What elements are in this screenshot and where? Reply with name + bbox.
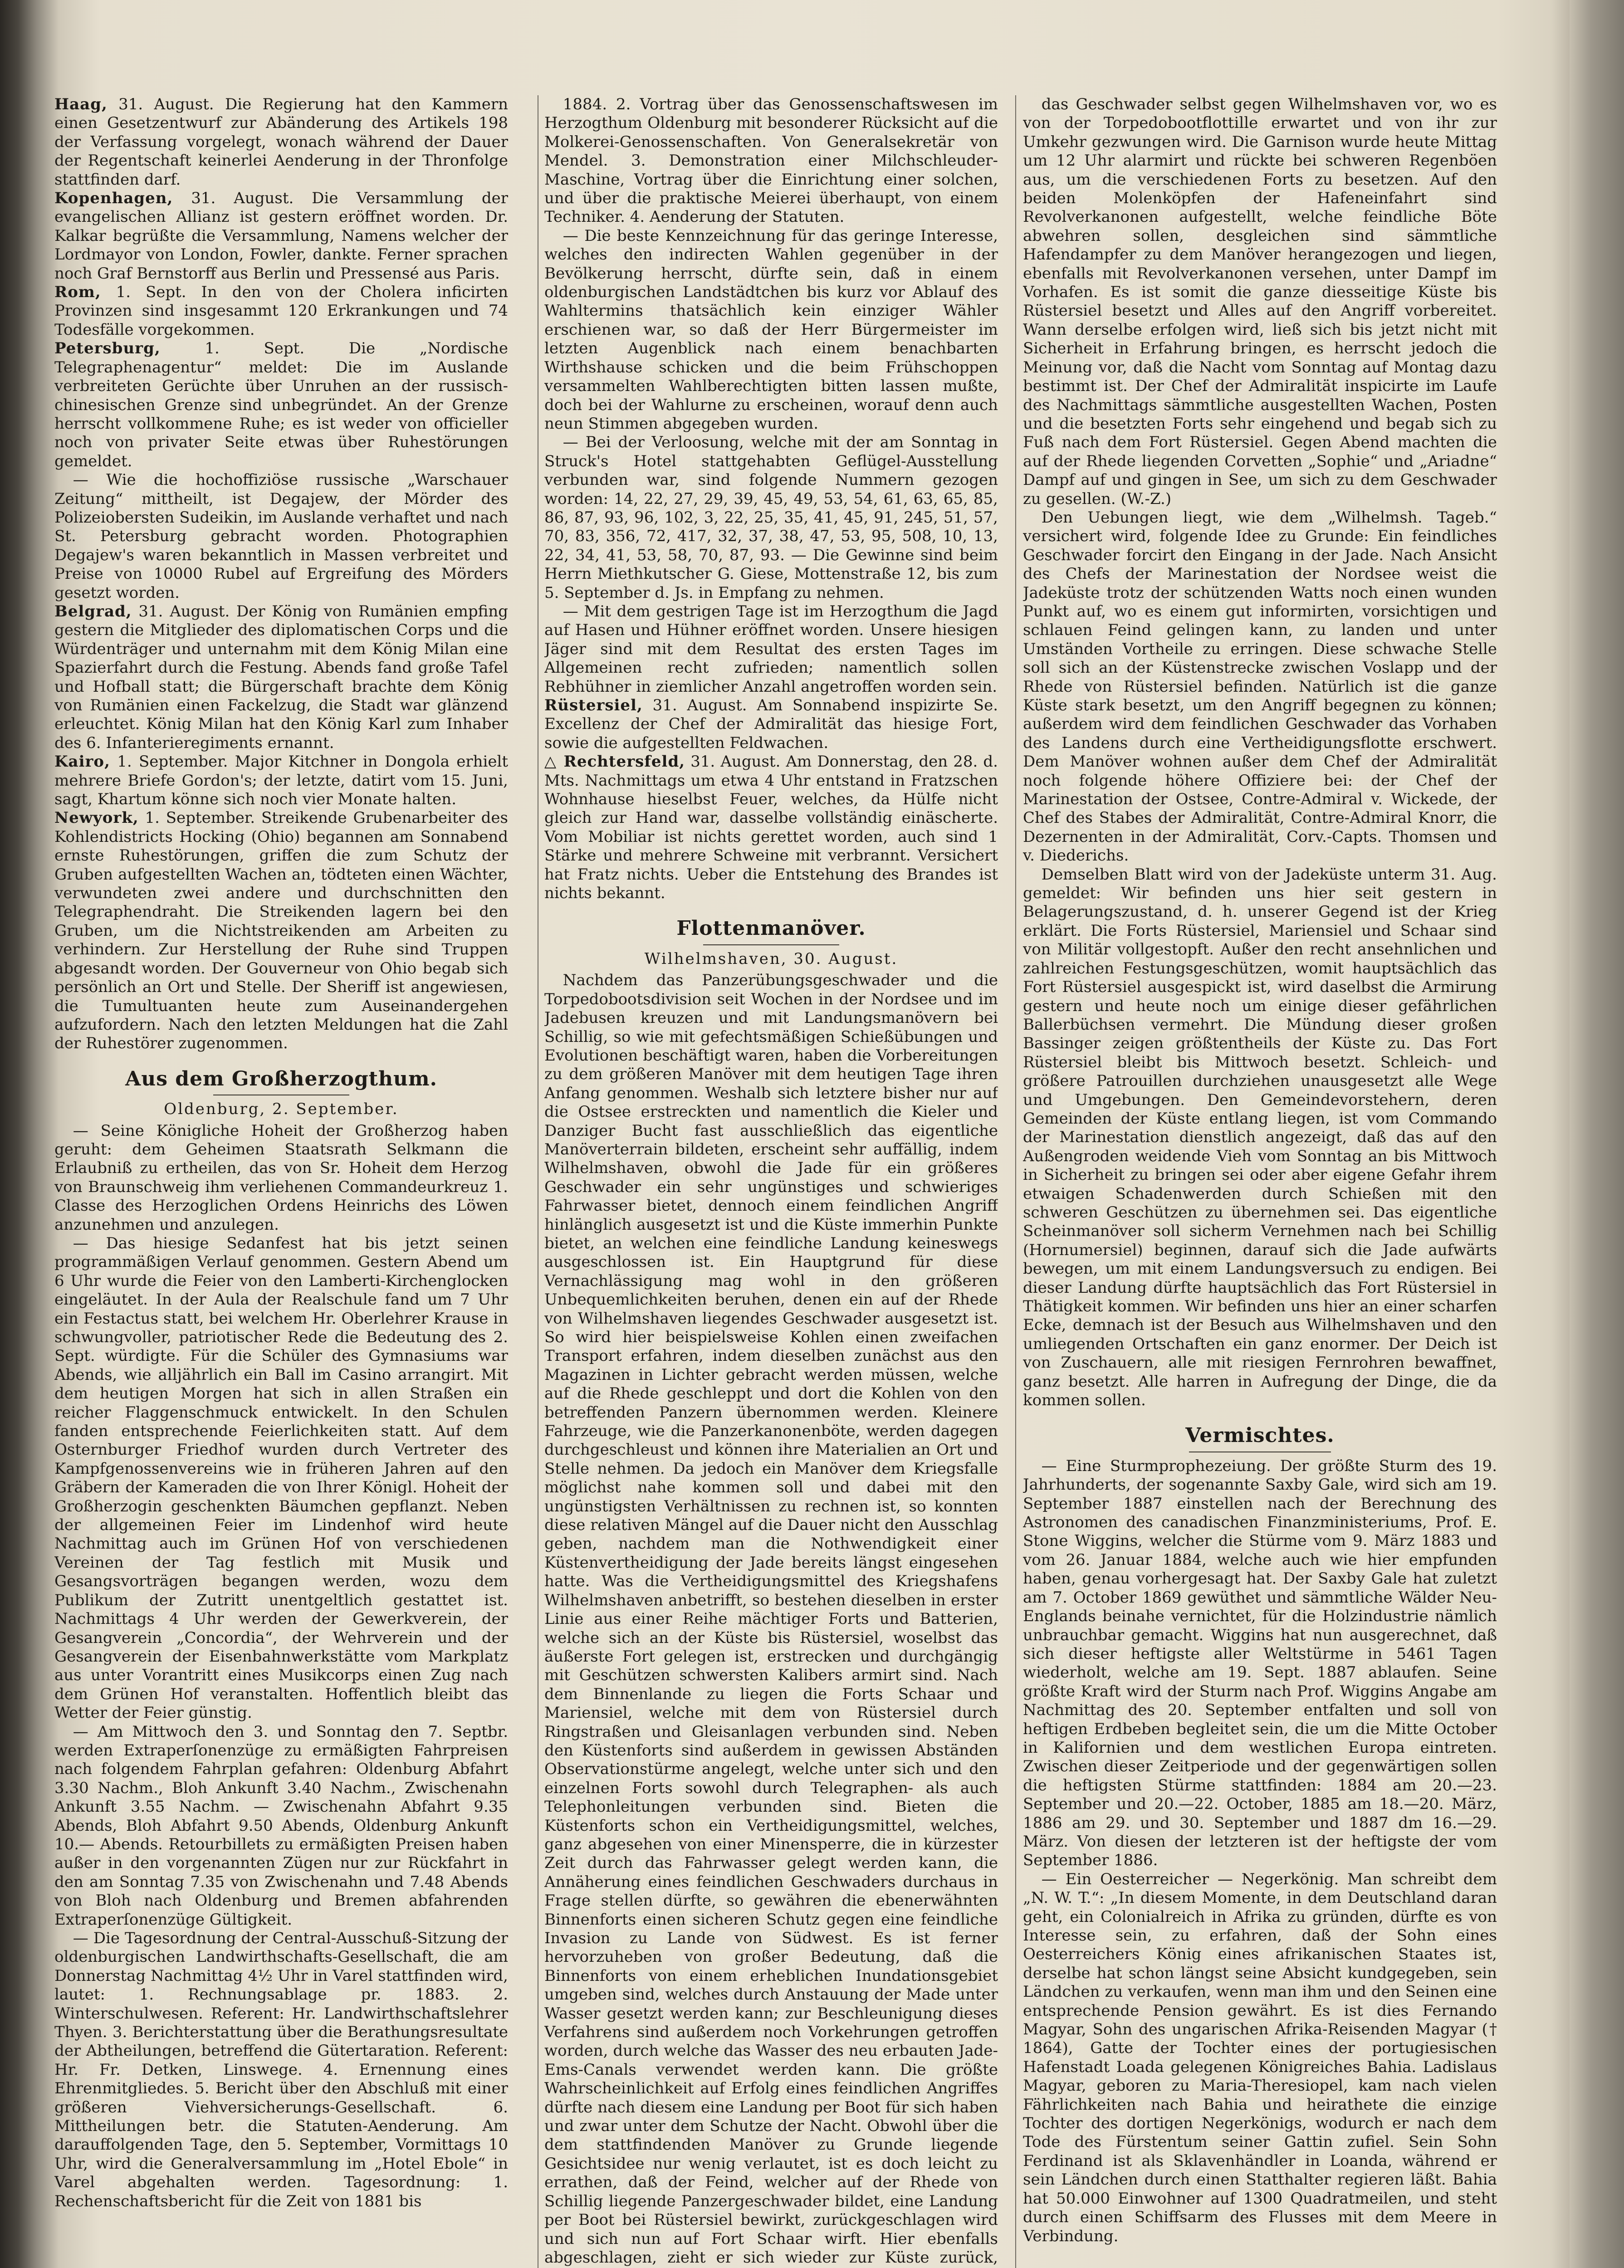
article-text: Demselben Blatt wird von der Jadeküste unterm 31. Aug. gemeldet: Wir befinden uns hier seit gestern in Belagerungszustand, d. h. unserer Gegend ist der Krieg erklärt. Die Forts Rüstersiel, Mariensiel und Schaar sind von Militär vollgestopft. Außer den recht ansehnlichen und zahlreichen Festungsgeschützen, womit hauptsächlich das Fort Rüstersiel ausgespickt ist, wird daselbst die Armirung gestern und heute noch um einige dieser gefährlichen Ballerbüchsen vermehrt. Die Mündung dieser großen Bassinger zeigen größtentheils der Küste zu. Das Fort Rüstersiel bleibt bis Mittwoch besetzt. Schleich- und größere Patrouillen durchziehen unausgesetzt alle Wege und Umgebungen. Den Gemeindevorstehern, deren Gemeinden der Küste entlang liegen, ist vom Commando der Marinestation dienstlich angezeigt, daß das auf den Außengroden weidende Vieh vom Sonntag an bis Mittwoch in Sicherheit zu bringen sei oder aber eigene Gefahr ihrem etwaigen Schadenwerden durch Schießen mit den schweren Geschützen zu übernehmen sei. Das eigentliche Scheinmanöver soll sicherm Vernehmen nach bei Schillig (Hornumersiel) beginnen, darauf sich die Jade aufwärts bewegen, um mit einem Landungsversuch zu endigen. Bei dieser Landung dürfte hauptsächlich das Fort Rüstersiel in Thätigkeit kommen. Wir befinden uns hier an einer scharfen Ecke, demnach ist der Besuch aus Wilhelmshaven und den umliegenden Ortschaften ein ganz enormer. Der Deich ist von Zuschauern, alle mit riesigen Fernrohren bewaffnet, ganz besetzt. Alle harren in Aufregung der Dinge, die da kommen sollen. — [1023, 865, 1497, 1410]
article-dateline: Kairo, — [54, 753, 110, 771]
article-text: 1. Sept. Die „Nordische Telegraphenagentur“ meldet: Die im Auslande verbreiteten Gerüchte über Unruhen an der russisch-chinesischen Grenze sind unbegründet. An der Grenze herrscht vollkommene Ruhe; es ist weder von officieller noch von privater Seite etwas über Ruhestörungen gemeldet. — [54, 339, 508, 470]
article-text: — Wie die hochoffiziöse russische „Warschauer Zeitung“ mittheilt, ist Degajew, der Mörder des Polizeiobersten Sudeikin, im Auslande verhaftet und nach St. Petersburg gebracht worden. Photographien Degajew's waren bekanntlich in Massen verbreitet und Preise von 10000 Rubel auf Ergreifung des Mörders gesetzt worden. — [54, 471, 508, 602]
article-text: 31. August. Am Donnerstag, den 28. d. Mts. Nachmittags um etwa 4 Uhr entstand in Fratzschen Wohnhause hieselbst Feuer, welches, da Hülfe nicht gleich zur Hand war, dasselbe vollständig einäscherte. Vom Mobiliar ist nichts gerettet worden, auch sind 1 Stärke und mehrere Schweine mit verbrannt. Versichert hat Fratz nichts. Ueber die Entstehung des Brandes ist nichts bekannt. — [544, 753, 998, 903]
section-heading: Aus dem Großherzogthum. — [125, 1067, 437, 1090]
article-text: 31. August. Die Regierung hat den Kammern einen Gesetzentwurf zur Abänderung des Artikels 198 der Verfassung vorgelegt, wonach während der Dauer der Regentschaft keinerlei Aenderung in der Thronfolge stattfinden darf. — [54, 95, 508, 189]
article-text: — Eine Sturmprophezeiung. Der größte Sturm des 19. Jahrhunderts, der sogenannte Saxby Gale, wird sich am 19. September 1887 einstellen nach der Berechnung des Astronomen des canadischen Finanzministeriums, Prof. E. Stone Wiggins, welcher die Stürme vom 9. März 1883 und vom 26. Januar 1884, welche auch wie hier empfunden haben, genau vorhergesagt hat. Der Saxby Gale hat zuletzt am 7. October 1869 gewüthet und sämmtliche Wälder Neu-Englands beinahe vernichtet, für die Holzindustrie nämlich unbrauchbar gemacht. Wiggins hat nun ausgerechnet, daß sich dieser heftigste aller Weltstürme in 5461 Tagen wiederholt, welche am 19. Sept. 1887 ablaufen. Seine größte Kraft wird der Sturm nach Prof. Wiggins Angabe am Nachmittag des 20. September entfalten und soll von heftigen Erdbeben begleitet sein, die um die Mitte October in Kalifornien und dem westlichen Europa eintreten. Zwischen dieser Zeitperiode und der gegenwärtigen sollen die heftigsten Stürme stattfinden: 1884 am 20.—23. September und 20.—22. October, 1885 am 18.—20. März, 1886 am 29. und 30. September und 1887 dm 16.—29. März. Von diesen der letzteren ist der heftigste der vom September 1886. — [1023, 1457, 1497, 1870]
article-paragraph — [544, 95, 998, 227]
article-paragraph — [54, 471, 508, 602]
article-paragraph — [54, 809, 508, 1053]
article-text: — Die Tagesordnung der Central-Ausschuß-Sitzung der oldenburgischen Landwirthschafts-Gesellschaft, die am Donnerstag Nachmittag 4½ Uhr in Varel stattfinden wird, lautet: 1. Rechnungsablage pr. 1883. 2. Winterschulwesen. Referent: Hr. Landwirthschaftslehrer Thyen. 3. Berichterstattung über die Berathungsresultate der Abtheilungen, betreffend die Gütertaration. Referent: Hr. Fr. Detken, Linswege. 4. Ernennung eines Ehrenmitgliedes. 5. Bericht über den Abschluß mit einer größeren Viehversicherungs-Gesellschaft. 6. Mittheilungen betr. die Statuten-Aenderung. Am darauffolgenden Tage, den 5. September, Vormittags 10 Uhr, wird die Generalversammlung im „Hotel Ebole“ in Varel abgehalten werden. Tagesordnung: 1. Rechenschaftsbericht für die Zeit von 1881 bis — [54, 1929, 508, 2210]
article-paragraph — [1023, 1457, 1497, 1870]
article-dateline: Kopenhagen, — [54, 189, 173, 208]
article-text: 1. Sept. In den von der Cholera inficirten Provinzen sind insgesammt 120 Erkrankungen und 74 Todesfälle vorgekommen. — [54, 283, 508, 339]
article-paragraph — [544, 696, 998, 753]
article-text: Den Uebungen liegt, wie dem „Wilhelmsh. Tageb.“ versichert wird, folgende Idee zu Grunde: Ein feindliches Geschwader forcirt den Eingang in der Jade. Nach Ansicht des Chefs der Marinestation der Nordsee weist die Jadeküste trotz der schützenden Watts noch einen wunden Punkt auf, wo es einem gut informirten, vorsichtigen und schlauen Feind gelingen kann, zu landen und unter Umständen Vortheile zu erringen. Diese schwache Stelle soll sich an der Küstenstrecke zwischen Voslapp und der Rhede von Rüstersiel befinden. Natürlich ist die ganze Küste stark besetzt, um den Angriff begegnen zu können; außerdem wird dem feindlichen Geschwader das Vorhaben des Landens durch eine Vertheidigungsflotte erschwert. Dem Manöver wohnen außer dem Chef der Admiralität noch folgende höhere Offiziere bei: der Chef der Marinestation der Ostsee, Contre-Admiral v. Wickede, der Chef des Stabes der Admiralität, Contre-Admiral Knorr, die Dezernenten in der Admiralität, Corv.-Capts. Thomsen und v. Diederichs. — [1023, 508, 1497, 865]
article-paragraph — [544, 602, 998, 696]
article-text: Nachdem das Panzerübungsgeschwader und die Torpedobootsdivision seit Wochen in der Nordsee und im Jadebusen kreuzen und mit Landungsmanövern bei Schillig, so wie mit gefechtsmäßigen Schießübungen und Evolutionen beschäftigt waren, haben die Vorbereitungen zu dem größeren Manöver mit dem heutigen Tage ihren Anfang genommen. Weshalb sich letztere bisher nur auf die Ostsee erstreckten und namentlich die Kieler und Danziger Bucht fast ausschließlich das eigentliche Manöverterrain bildeten, erscheint sehr auffällig, indem Wilhelmshaven, obwohl die Jade für ein größeres Geschwader ein sehr ungünstiges und schwieriges Fahrwasser bietet, dennoch einem feindlichen Angriff hinlänglich ausgesetzt ist und die Küste immerhin Punkte bietet, an welchen eine feindliche Landung keineswegs ausgeschlossen ist. Ein Hauptgrund für diese Vernachlässigung mag wohl in den größeren Unbequemlichkeiten beruhen, denen ein auf der Rhede von Wilhelmshaven liegendes Geschwader ausgesetzt ist. So wird hier beispielsweise Kohlen einen zweifachen Transport erfahren, indem dieselben zunächst aus den Magazinen in Lichter gebracht werden müssen, welche auf die Rhede geschleppt und dort die Kohlen von den betreffenden Panzern übernommen werden. Kleinere Fahrzeuge, wie die Panzerkanonenböte, werden dagegen durchgeschleust und können ihre Materialien an Ort und Stelle nehmen. Da jedoch ein Manöver dem Kriegsfalle möglichst nahe kommen soll und dabei mit den ungünstigsten Verhältnissen zu rechnen ist, so konnten diese relativen Mängel auf die Dauer nicht den Ausschlag geben, nachdem man die Nothwendigkeit einer Küstenvertheidigung der Jade bereits längst eingesehen hatte. Was die Vertheidigungsmittel des Kriegshafens Wilhelmshaven anbetrifft, so bestehen dieselben in erster Linie aus einer Reihe mächtiger Forts und Batterien, welche sich an der Küste bis Rüstersiel, woselbst das äußerste Fort gelegen ist, erstrecken und durchgängig mit Geschützen schwersten Kalibers armirt sind. Nach dem Binnenlande zu liegen die Forts Schaar und Mariensiel, welche mit dem von Rüstersiel durch Ringstraßen und Gleisanlagen verbunden sind. Neben den Küstenforts sind außerdem in gewissen Abständen Observationstürme angelegt, welche unter sich und den einzelnen Forts sowohl durch Telegraphen- als auch Telephonleitungen verbunden sind. Bieten die Küstenforts schon ein Vertheidigungsmittel, welches, ganz abgesehen von einer Minensperre, die in kürzester Zeit durch das Fahrwasser gelegt werden kann, die Annäherung eines feindlichen Geschwaders durchaus in Frage stellen dürfte, so gewähren die ebenerwähnten Binnenforts einen sicheren Schutz gegen eine feindliche Invasion zu Lande von Südwest. Es ist ferner hervorzuheben von großer Bedeutung, daß die Binnenforts von einem erheblichen Inundationsgebiet umgeben sind, welches durch Anstauung der Made unter Wasser gesetzt werden kann; zur Beschleunigung dieses Verfahrens sind außerdem noch Vorkehrungen getroffen worden, durch welche das Wasser des neu erbauten Jade-Ems-Canals verwendet werden kann. Die größte Wahrscheinlichkeit auf Erfolg eines feindlichen Angriffes dürfte nach diesem eine Landung per Boot für sich haben und zwar unter dem Schutze der Nacht. Obwohl über die dem stattfindenden Manöver zu Grunde liegende Gesichtsidee nur wenig verlautet, ist es doch leicht zu errathen, daß der Feind, welcher auf der Rhede von Schillig liegende Panzergeschwader bildet, eine Landung per Boot bei Rüstersiel bewirkt, zurückgeschlagen wird und sich nun auf Fort Schaar wirft. Hier ebenfalls abgeschlagen, zieht er sich wieder zur Küste zurück, — [544, 971, 998, 2267]
article-text: — Die beste Kennzeichnung für das geringe Interesse, welches den indirecten Wahlen gegenüber in der Bevölkerung herrscht, dürfte sein, daß in einem oldenburgischen Landstädtchen bis kurz vor Ablauf des Wahltermins thatsächlich kein einziger Wähler erschienen war, so daß der Herr Bürgermeister im letzten Augenblick nach einem benachbarten Wirthshause schicken und die beim Frühschoppen versammelten Wahlberechtigten bitten lassen mußte, doch bei der Wahlurne zu erscheinen, worauf denn auch neun Stimmen abgegeben wurden. — [544, 226, 998, 433]
article-paragraph — [54, 1723, 508, 1929]
article-paragraph — [54, 753, 508, 809]
article-paragraph — [1023, 95, 1497, 508]
article-paragraph — [54, 189, 508, 283]
article-text: das Geschwader selbst gegen Wilhelmshaven vor, wo es von der Torpedobootflottille erwartet und von ihr zur Umkehr gezwungen wird. Die Garnison wurde heute Mittag um 12 Uhr alarmirt und rückte bei schweren Regenböen aus, um die verschiedenen Forts zu besetzen. Auf den beiden Molenköpfen der Hafeneinfahrt sind Revolverkanonen aufgestellt, welche feindliche Böte abwehren sollen, desgleichen sind sämmtliche Hafendampfer zu dem Manöver herangezogen und liegen, ebenfalls mit Revolverkanonen versehen, unter Dampf im Vorhafen. Es ist somit die ganze diesseitige Küste bis Rüstersiel besetzt und Alles auf den Angriff vorbereitet. Wann derselbe erfolgen wird, ließ sich bis jetzt nicht mit Sicherheit in Erfahrung bringen, es herrscht jedoch die Meinung vor, daß die Nacht vom Sonntag auf Montag dazu bestimmt ist. Der Chef der Admiralität inspicirte im Laufe des Nachmittags sämmtliche ausgestellten Wachen, Posten und die besetzten Forts sehr eingehend und begab sich zu Fuß nach dem Fort Rüstersiel. Gegen Abend machten die auf der Rhede liegenden Corvetten „Sophie“ und „Ariadne“ Dampf auf und gingen in See, um sich zu dem Geschwader zu gesellen. (W.-Z.) — [1023, 95, 1497, 508]
article-paragraph — [544, 433, 998, 602]
article-paragraph — [1023, 1870, 1497, 2246]
article-text: 1884. 2. Vortrag über das Genossenschaftswesen im Herzogthum Oldenburg mit besonderer Rücksicht auf die Molkerei-Genossenschaften. Von Generalsekretär von Mendel. 3. Demonstration einer Milchschleuder-Maschine, Vortrag über die Einrichtung einer solchen, und über die praktische Meierei überhaupt, von einem Techniker. 4. Aenderung der Statuten. — [544, 95, 998, 226]
article-paragraph — [544, 753, 998, 903]
article-paragraph — [54, 1234, 508, 1723]
article-text: — Seine Königliche Hoheit der Großherzog haben geruht: dem Geheimen Staatsrath Selkmann die Erlaubniß zu ertheilen, das von Sr. Hoheit dem Herzog von Braunschweig ihm verliehenen Commandeurkreuz 1. Classe des Herzoglichen Ordens Heinrichs des Löwen anzunehmen und anzulegen. — [54, 1121, 508, 1234]
article-text: 1. September. Major Kitchner in Dongola erhielt mehrere Briefe Gordon's; der letzte, datirt vom 15. Juni, sagt, Khartum könne sich noch vier Monate halten. — [54, 753, 508, 809]
article-paragraph — [54, 339, 508, 471]
column-divider — [1015, 95, 1016, 2268]
article-paragraph — [544, 227, 998, 433]
article-paragraph — [54, 602, 508, 753]
article-paragraph — [54, 95, 508, 189]
article-paragraph — [54, 1929, 508, 2211]
article-dateline: Belgrad, — [54, 602, 132, 621]
column-2 — [544, 95, 998, 2268]
article-paragraph — [54, 1122, 508, 1234]
article-text: — Ein Oesterreicher — Negerkönig. Man schreibt dem „N. W. T.“: „In diesem Momente, in dem Deutschland daran geht, ein Colonialreich in Afrika zu gründen, dürfte es von Interesse sein, zu erfahren, daß der Sohn eines Oesterreichers König eines afrikanischen Staates ist, derselbe hat schon längst seine Absicht kundgegeben, sein Ländchen zu verkaufen, wenn man ihm und den Seinen eine entsprechende Pension gewährt. Es ist dies Fernando Magyar, Sohn des ungarischen Afrika-Reisenden Magyar († 1864), Gatte der Tochter eines der portugiesischen Hafenstadt Loada gelegenen Königreiches Bahia. Ladislaus Magyar, geboren zu Maria-Theresiopel, kam nach vielen Fährlichkeiten nach Bahia und heirathete die einzige Tochter des dortigen Negerkönigs, wodurch er nach dem Tode des Fürstentum seiner Gattin zufiel. Sein Sohn Ferdinand ist als Sklavenhändler in Loanda, während er sein Ländchen durch einen Statthalter regieren läßt. Bahia hat 50.000 Einwohner auf 1300 Quadratmeilen, und steht durch einen Schiffsarm des Flusses mit dem Meere in Verbindung. — [1023, 1870, 1497, 2245]
article-text: — Mit dem gestrigen Tage ist im Herzogthum die Jagd auf Hasen und Hühner eröffnet worden. Unsere hiesigen Jäger sind mit dem Resultat des ersten Tages im Allgemeinen recht zufrieden; namentlich sollen Rebhühner in ziemlicher Anzahl angetroffen worden sein. — [544, 602, 998, 696]
page-edge — [1570, 0, 1624, 2268]
article-paragraph — [1023, 865, 1497, 1410]
article-dateline: Newyork, — [54, 809, 139, 827]
dateline: Oldenburg, 2. September. — [164, 1100, 399, 1119]
column-3 — [1023, 95, 1497, 2268]
article-paragraph — [544, 971, 998, 2268]
article-text: — Das hiesige Sedanfest hat bis jetzt seinen programmäßigen Verlauf genommen. Gestern Abend um 6 Uhr wurde die Feier von den Lamberti-Kirchenglocken eingeläutet. In der Aula der Realschule fand um 7 Uhr ein Festactus statt, bei welchem Hr. Oberlehrer Krause in schwungvoller, patriotischer Rede die Bedeutung des 2. Sept. würdigte. Für die Schüler des Gymnasiums war Abends, wie alljährlich ein Ball im Casino arrangirt. Mit dem heutigen Morgen hat sich in allen Straßen ein reicher Flaggenschmuck entwickelt. In den Schulen fanden entsprechende Feierlichkeiten statt. Auf dem Osternburger Friedhof wurden durch Vertreter des Kampfgenossenvereins wie in früheren Jahren auf den Gräbern der Kameraden die von Ihrer Königl. Hoheit der Großherzogin geschenkten Bäumchen gepflanzt. Neben der allgemeinen Feier im Lindenhof wird heute Nachmittag auch im Grünen Hof von verschiedenen Vereinen der Tag festlich mit Musik und Gesangsvorträgen begangen werden, wozu dem Publikum der Zutritt unentgeltlich gestattet ist. Nachmittags 4 Uhr werden der Gewerkverein, der Gesangverein „Concordia“, der Wehrverein und der Gesangverein der Eisenbahnwerkstätte vom Markplatz aus unter Vorantritt eines Musikcorps einen Zug nach dem Grünen Hof veranstalten. Hoffentlich bleibt das Wetter der Feier günstig. — [54, 1234, 508, 1722]
article-text: — Bei der Verloosung, welche mit der am Sonntag in Struck's Hotel stattgehabten Geflügel-Ausstellung verbunden war, sind folgende Nummern gezogen worden: 14, 22, 27, 29, 39, 45, 49, 53, 54, 61, 63, 65, 85, 86, 87, 93, 96, 102, 3, 22, 25, 35, 41, 45, 91, 245, 51, 57, 70, 83, 356, 72, 417, 32, 37, 38, 47, 53, 95, 508, 10, 13, 22, 34, 41, 53, 58, 70, 87, 93. — Die Gewinne sind beim Herrn Miethkutscher G. Giese, Mottenstraße 12, bis zum 5. September d. Js. in Empfang zu nehmen. — [544, 433, 998, 602]
section-heading: Flottenmanöver. — [676, 917, 866, 940]
article-dateline: Petersburg, — [54, 339, 161, 358]
article-dateline: Rüstersiel, — [544, 696, 643, 714]
dateline: Wilhelmshaven, 30. August. — [644, 949, 898, 968]
article-text: 31. August. Die Versammlung der evangelischen Allianz ist gestern eröffnet worden. Dr. Kalkar begrüßte die Versammlung, Namens welcher der Lordmayor von London, Fowler, dankte. Ferner sprachen noch Graf Bernstorff aus Berlin und Pressensé aus Paris. — [54, 189, 508, 283]
article-text: 1. September. Streikende Grubenarbeiter des Kohlendistricts Hocking (Ohio) begannen am Sonnabend ernste Ruhestörungen, griffen die zum Schutz der Gruben aufgestellten Wachen an, tödteten einen Wächter, verwundeten zwei andere und durchschnitten den Telegraphendraht. Die Streikenden lagern bei den Gruben, um die Nichtstreikenden am Arbeiten zu verhindern. Zur Herstellung der Ruhe sind Truppen abgesandt worden. Der Gouverneur von Ohio begab sich persönlich an Ort und Stelle. Der Sheriff ist angewiesen, die Tumultuanten heute zum Auseinandergehen aufzufordern. Nach den letzten Meldungen hat die Zahl der Ruhestörer zugenommen. — [54, 809, 508, 1053]
article-paragraph — [54, 283, 508, 339]
article-text: 31. August. Der König von Rumänien empfing gestern die Mitglieder des diplomatischen Corps und die Würdenträger und unternahm mit dem König Milan eine Spazierfahrt durch die Festung. Abends fand große Tafel und Hofball statt; die Bürgerschaft brachte dem König von Rumänien einen Fackelzug, die Stadt war glänzend erleuchtet. König Milan hat den König Karl zum Inhaber des 6. Infanterieregiments ernannt. — [54, 602, 508, 752]
column-1 — [54, 95, 508, 2268]
article-dateline: △ Rechtersfeld, — [544, 753, 685, 771]
section-heading: Vermischtes. — [1185, 1424, 1335, 1447]
article-text: — Am Mittwoch den 3. und Sonntag den 7. Septbr. werden Extraperſonenzüge zu ermäßigten Fahrpreisen nach folgendem Fahrplan gefahren: Oldenburg Abfahrt 3.30 Nachm., Bloh Ankunft 3.40 Nachm., Zwischenahn Ankunft 3.55 Nachm. — Zwischenahn Abfahrt 9.35 Abends, Bloh Abfahrt 9.50 Abends, Oldenburg Ankunft 10.— Abends. Retourbillets zu ermäßigten Preisen haben außer in den vorgenannten Zügen nur zur Rückfahrt in den am Sonntag 7.35 von Zwischenahn und 7.48 Abends von Bloh nach Oldenburg und Bremen abfahrenden Extraperſonenzüge Gültigkeit. — [54, 1722, 508, 1929]
article-paragraph — [1023, 508, 1497, 865]
heading-rule — [703, 944, 839, 945]
article-text: 31. August. Am Sonnabend inspizirte Se. Excellenz der Chef der Admiralität das hiesige Fort, sowie die aufgestellten Feldwachen. — [544, 696, 998, 752]
article-dateline: Haag, — [54, 95, 108, 113]
article-dateline: Rom, — [54, 283, 101, 302]
